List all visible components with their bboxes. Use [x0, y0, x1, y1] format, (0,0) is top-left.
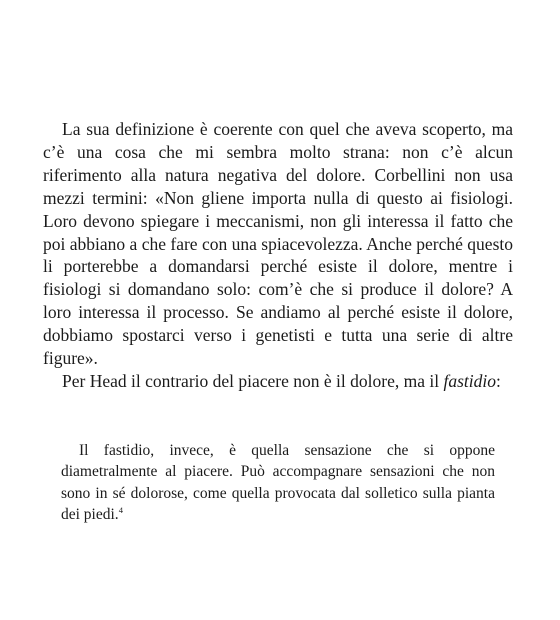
paragraph-text: La sua definizione è coerente con quel che aveva scoperto, ma c’è una cosa che mi sembra molto strana: non c’è alcun riferimento alla natura negativa del dolore. Corbellini non usa mezzi termini: «Non gliene importa nulla di questo ai fisiologi. Loro devono spiegare i meccanismi, non gli interessa il fatto che poi abbiano a che fare con una spiacevolezza. Anche perché questo li porterebbe a domandarsi perché esiste il dolore, mentre i fisiologi si domandano solo: com’è che si produce il dolore? A loro interessa il processo. Se andiamo al perché esiste il dolore, dobbiamo spostarci verso i genetisti e tutta una serie di altre figure». — [43, 119, 513, 369]
emphasis-fastidio: fastidio — [443, 370, 496, 391]
body-text — [43, 118, 513, 393]
footnote-marker: 4 — [118, 504, 123, 515]
quote-paragraph — [61, 440, 495, 525]
paragraph-head — [43, 370, 513, 393]
paragraph-text-before: Per Head il contrario del piacere non è il dolore, ma il — [62, 370, 444, 391]
paragraph-text-after: : — [495, 370, 501, 391]
quote-text: Il fastidio, invece, è quella sensazione che si oppone diametralmente al piacere. Può accompagnare sensazioni che non sono in sé dolorose, come quella provocata dal solletico sulla pianta dei piedi. — [61, 442, 495, 523]
paragraph-definition — [43, 118, 513, 370]
block-quote — [61, 440, 495, 525]
